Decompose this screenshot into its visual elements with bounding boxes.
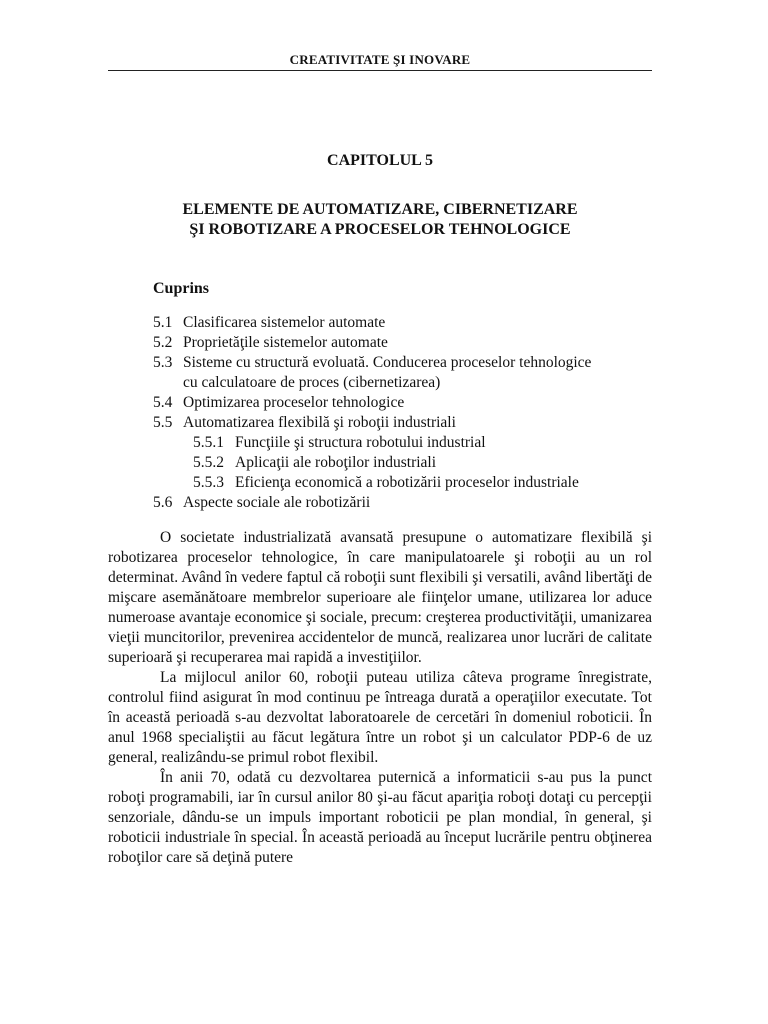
toc-subitem xyxy=(153,473,653,493)
paragraph: O societate industrializată avansată presupune o automatizare flexibilă şi robotizarea proceselor tehnologice, în care manipulatoarele şi roboţii au un rol determinat. Având în vedere faptul că roboţii sunt flexibili şi versatili, având libertăţi de mişcare asemănătoare membrelor superioare ale fiinţelor umane, utilizarea lor aduce numeroase avantaje economice şi sociale, precum: creşterea productivităţii, umanizarea vieţii muncitorilor, prevenirea accidentelor de muncă, realizarea unor lucrări de calitate superioară şi recuperarea mai rapidă a investiţiilor. xyxy=(108,529,652,666)
toc-item-number: 5.6 xyxy=(153,494,173,511)
running-header: CREATIVITATE ŞI INOVARE xyxy=(289,52,471,67)
toc-item-number: 5.3 xyxy=(153,354,173,371)
toc-item xyxy=(153,333,653,353)
toc-item-text: Eficienţa economică a robotizării proceselor industriale xyxy=(235,474,579,491)
toc-item xyxy=(153,353,653,373)
toc-subitem xyxy=(153,433,653,453)
toc-item-number: 5.2 xyxy=(153,334,173,351)
toc-item-continuation xyxy=(153,373,653,393)
toc-item-text: Optimizarea proceselor tehnologice xyxy=(183,394,405,411)
toc-item-number: 5.1 xyxy=(153,314,173,331)
chapter-title xyxy=(108,200,652,240)
chapter-title-line-1: ELEMENTE DE AUTOMATIZARE, CIBERNETIZARE xyxy=(182,201,578,218)
toc-item-number: 5.5.3 xyxy=(193,474,224,491)
toc-item xyxy=(153,493,653,513)
toc-item-text: Clasificarea sistemelor automate xyxy=(183,314,386,331)
toc-item-text: Sisteme cu structură evoluată. Conducerea proceselor tehnologice xyxy=(183,354,592,371)
toc-item xyxy=(153,413,653,433)
toc-item xyxy=(153,313,653,333)
toc-item-text: Aspecte sociale ale robotizării xyxy=(183,494,371,511)
paragraph: În anii 70, odată cu dezvoltarea puternică a informaticii s-au pus la punct roboţi programabili, iar în cursul anilor 80 şi-au făcut apariţia roboţi dotaţi cu percepţii senzoriale, dându-se un impuls important roboticii pe plan mondial, în general, şi roboticii industriale în special. În această perioadă au început lucrările pentru obţinerea roboţilor care să deţină putere xyxy=(108,769,652,866)
toc-item-number: 5.5 xyxy=(153,414,173,431)
toc-item-text: Aplicaţii ale roboţilor industriali xyxy=(235,454,437,471)
body-text xyxy=(108,528,652,868)
toc-item-number: 5.5.2 xyxy=(193,454,224,471)
toc-item-text: Automatizarea flexibilă şi roboţii industriali xyxy=(183,414,456,431)
toc-item-text: cu calculatoare de proces (cibernetizarea) xyxy=(183,374,441,391)
toc-item-text: Proprietăţile sistemelor automate xyxy=(183,334,388,351)
header-rule xyxy=(108,70,652,71)
paragraph: La mijlocul anilor 60, roboţii puteau utiliza câteva programe înregistrate, controlul fiind asigurat în mod continuu pe întreaga durată a operaţiilor executate. Tot în această perioadă s-au dezvoltat laboratoarele de cercetări în domeniul roboticii. În anul 1968 specialiştii au făcut legătura între un robot şi un calculator PDP-6 de uz general, realizându-se primul robot flexibil. xyxy=(108,669,652,766)
toc-heading: Cuprins xyxy=(153,280,210,297)
table-of-contents xyxy=(153,313,653,513)
toc-item xyxy=(153,393,653,413)
toc-item-text: Funcţiile şi structura robotului industrial xyxy=(235,434,486,451)
toc-item-number: 5.5.1 xyxy=(193,434,224,451)
chapter-label: CAPITOLUL 5 xyxy=(327,152,433,169)
chapter-title-line-2: ŞI ROBOTIZARE A PROCESELOR TEHNOLOGICE xyxy=(189,221,571,238)
toc-subitem xyxy=(153,453,653,473)
toc-item-number: 5.4 xyxy=(153,394,173,411)
